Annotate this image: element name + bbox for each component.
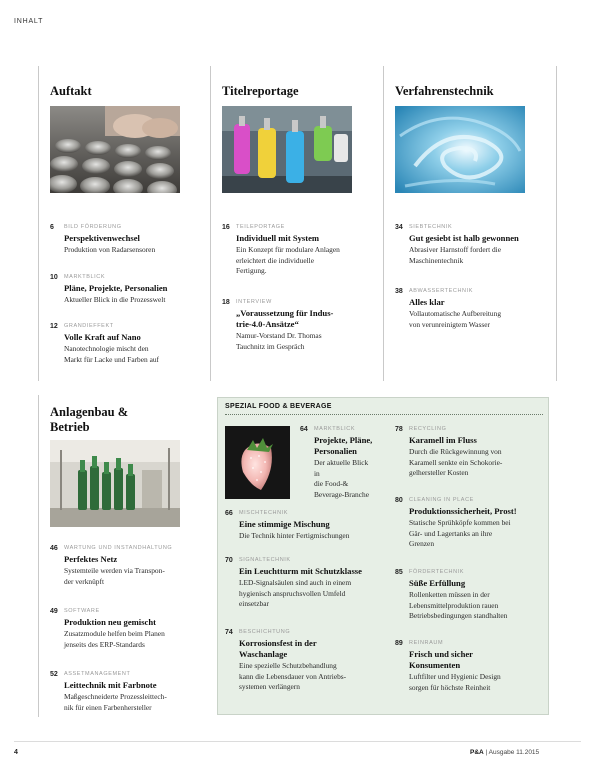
toc-entry[interactable] <box>225 557 375 607</box>
page-number: 80 <box>395 497 403 504</box>
entry-title: Karamell im Fluss <box>409 435 477 445</box>
toc-entry[interactable] <box>50 608 200 648</box>
entry-kicker: BILD FÖRDERUNG <box>64 224 122 230</box>
column-divider <box>38 395 39 717</box>
toc-entry[interactable] <box>395 569 545 625</box>
column-divider <box>556 66 557 381</box>
entry-kicker: MISCHTECHNIK <box>239 510 289 516</box>
entry-kicker: ASSETMANAGEMENT <box>64 671 131 677</box>
entry-title: Perfektes Netz <box>64 554 118 564</box>
entry-kicker: RECYCLING <box>409 426 447 432</box>
entry-kicker: BESCHICHTUNG <box>239 629 291 635</box>
entry-title: Individuell mit System <box>236 233 320 243</box>
entry-title: Eine stimmige Mischung <box>239 519 330 529</box>
entry-description: Vollautomatische Aufbereitung von verunreinigtem Wasser <box>409 309 502 329</box>
section-title-titelreportage: Titelreportage <box>222 84 299 98</box>
toc-entry[interactable] <box>222 224 372 274</box>
issue-label: | Ausgabe 11.2015 <box>485 749 540 756</box>
entry-title: Projekte, Pläne, Personalien <box>314 435 373 456</box>
thumbnail-water-swirl[interactable] <box>395 106 525 193</box>
entry-kicker: CLEANING IN PLACE <box>409 497 474 503</box>
entry-description: Maßgeschneiderte Prozessleittech- nik für einen Farbenhersteller <box>64 692 167 712</box>
toc-entry[interactable] <box>50 671 200 711</box>
column-divider <box>383 66 384 381</box>
special-heading: SPEZIAL FOOD & BEVERAGE <box>225 403 332 410</box>
entry-title: Pläne, Projekte, Personalien <box>64 283 168 293</box>
page-number: 64 <box>300 426 308 433</box>
toc-entry[interactable] <box>225 629 375 699</box>
entry-title: Produktion neu gemischt <box>64 617 156 627</box>
thumbnail-sensor-production[interactable] <box>50 106 180 193</box>
toc-entry[interactable] <box>222 299 372 355</box>
entry-kicker: INTERVIEW <box>236 299 272 305</box>
footer-issue <box>470 749 539 756</box>
toc-entry[interactable] <box>50 545 200 585</box>
entry-description: Luftfilter und Hygienic Design sorgen für höchste Reinheit <box>409 672 501 692</box>
page-number: 85 <box>395 569 403 576</box>
entry-title: Perspektivenwechsel <box>64 233 140 243</box>
magazine-name: P&A <box>470 749 484 756</box>
entry-description: Statische Sprühköpfe kommen bei Gär- und Lagertanks an ihre Grenzen <box>409 518 511 549</box>
entry-description: Namur-Vorstand Dr. Thomas Tauchnitz im Gespräch <box>236 331 322 351</box>
page-number: 74 <box>225 629 233 636</box>
toc-entry[interactable] <box>395 497 545 553</box>
thumbnail-modular-plant[interactable] <box>222 106 352 193</box>
page-number: 6 <box>50 224 54 231</box>
page-number: 66 <box>225 510 233 517</box>
page-number: 52 <box>50 671 58 678</box>
page-number: 34 <box>395 224 403 231</box>
page-number: 12 <box>50 323 58 330</box>
page-number: 89 <box>395 640 403 647</box>
entry-kicker: MARKTBLICK <box>64 274 106 280</box>
toc-entry[interactable] <box>50 224 200 252</box>
entry-description: Ein Konzept für modulare Anlagen erleichtert die individuelle Fertigung. <box>236 245 340 276</box>
entry-description: Aktueller Blick in die Prozesswelt <box>64 295 166 304</box>
entry-title: „Voraussetzung für Indus- trie-4.0-Ansätze“ <box>236 308 334 329</box>
entry-description: Nanotechnologie mischt den Markt für Lacke und Farben auf <box>64 344 160 364</box>
entry-title: Alles klar <box>409 297 445 307</box>
entry-description: LED-Signalsäulen sind auch in einem hygienisch anspruchsvollen Umfeld einsetzbar <box>239 578 352 609</box>
entry-description: Abrasiver Harnstoff fordert die Maschinentechnik <box>409 245 502 265</box>
entry-kicker: WARTUNG UND INSTANDHALTUNG <box>64 545 173 551</box>
toc-entry[interactable] <box>50 323 200 369</box>
entry-description: Der aktuelle Blick in die Food-& Beverage-Branche <box>314 458 369 499</box>
entry-kicker: MARKTBLICK <box>314 426 356 432</box>
entry-kicker: TEILEPORTAGE <box>236 224 285 230</box>
entry-title: Produktionssicherheit, Prost! <box>409 506 517 516</box>
toc-entry[interactable] <box>395 426 545 476</box>
footer-rule <box>14 741 581 742</box>
toc-entry[interactable] <box>50 274 200 302</box>
page-number: 78 <box>395 426 403 433</box>
entry-kicker: SIGNALTECHNIK <box>239 557 291 563</box>
page-number: 49 <box>50 608 58 615</box>
page-number: 18 <box>222 299 230 306</box>
entry-kicker: SOFTWARE <box>64 608 100 614</box>
column-divider <box>210 66 211 381</box>
entry-description: Produktion von Radarsensoren <box>64 245 156 254</box>
page-number: 38 <box>395 288 403 295</box>
entry-description: Rollenketten müssen in der Lebensmittelproduktion rauen Betriebsbedingungen standhalten <box>409 590 508 621</box>
section-title-verfahrenstechnik: Verfahrenstechnik <box>395 84 494 98</box>
thumbnail-bottle-filling[interactable] <box>50 440 180 527</box>
footer-page-number: 4 <box>14 749 18 756</box>
page-number: 70 <box>225 557 233 564</box>
toc-entry[interactable] <box>300 426 374 498</box>
entry-kicker: ABWASSERTECHNIK <box>409 288 474 294</box>
entry-kicker: FÖRDERTECHNIK <box>409 569 465 575</box>
entry-description: Die Technik hinter Fertigmischungen <box>239 531 350 540</box>
thumbnail-strawberry[interactable] <box>225 426 290 499</box>
entry-title: Süße Erfüllung <box>409 578 466 588</box>
page-number: 16 <box>222 224 230 231</box>
entry-title: Ein Leuchtturm mit Schutzklasse <box>239 566 362 576</box>
entry-description: Eine spezielle Schutzbehandlung kann die Lebensdauer von Antriebs- systemen verlängern <box>239 661 347 692</box>
entry-description: Systemteile werden via Transpon- der verknüpft <box>64 566 165 586</box>
section-title-anlagenbau: Anlagenbau & Betrieb <box>50 405 129 434</box>
section-title-auftakt: Auftakt <box>50 84 92 98</box>
entry-title: Leittechnik mit Farbnote <box>64 680 157 690</box>
page-number: 10 <box>50 274 58 281</box>
column-divider <box>38 66 39 381</box>
entry-title: Frisch und sicher Konsumenten <box>409 649 473 670</box>
entry-description: Zusatzmodule helfen beim Planen jenseits des ERP-Standards <box>64 629 165 649</box>
toc-entry[interactable] <box>395 288 545 328</box>
section-label: INHALT <box>14 18 44 25</box>
entry-kicker: SIEBTECHNIK <box>409 224 453 230</box>
entry-title: Volle Kraft auf Nano <box>64 332 141 342</box>
entry-title: Gut gesiebt ist halb gewonnen <box>409 233 519 243</box>
toc-entry[interactable] <box>225 510 375 540</box>
page-number: 46 <box>50 545 58 552</box>
toc-entry[interactable] <box>395 224 545 264</box>
special-rule <box>225 414 543 415</box>
entry-description: Durch die Rückgewinnung von Karamell senkte ein Schokorie- gelhersteller Kosten <box>409 447 503 478</box>
toc-entry[interactable] <box>395 640 545 700</box>
entry-title: Korrosionsfest in der Waschanlage <box>239 638 317 659</box>
entry-kicker: GRANDIEFFEKT <box>64 323 114 329</box>
entry-kicker: REINRAUM <box>409 640 444 646</box>
